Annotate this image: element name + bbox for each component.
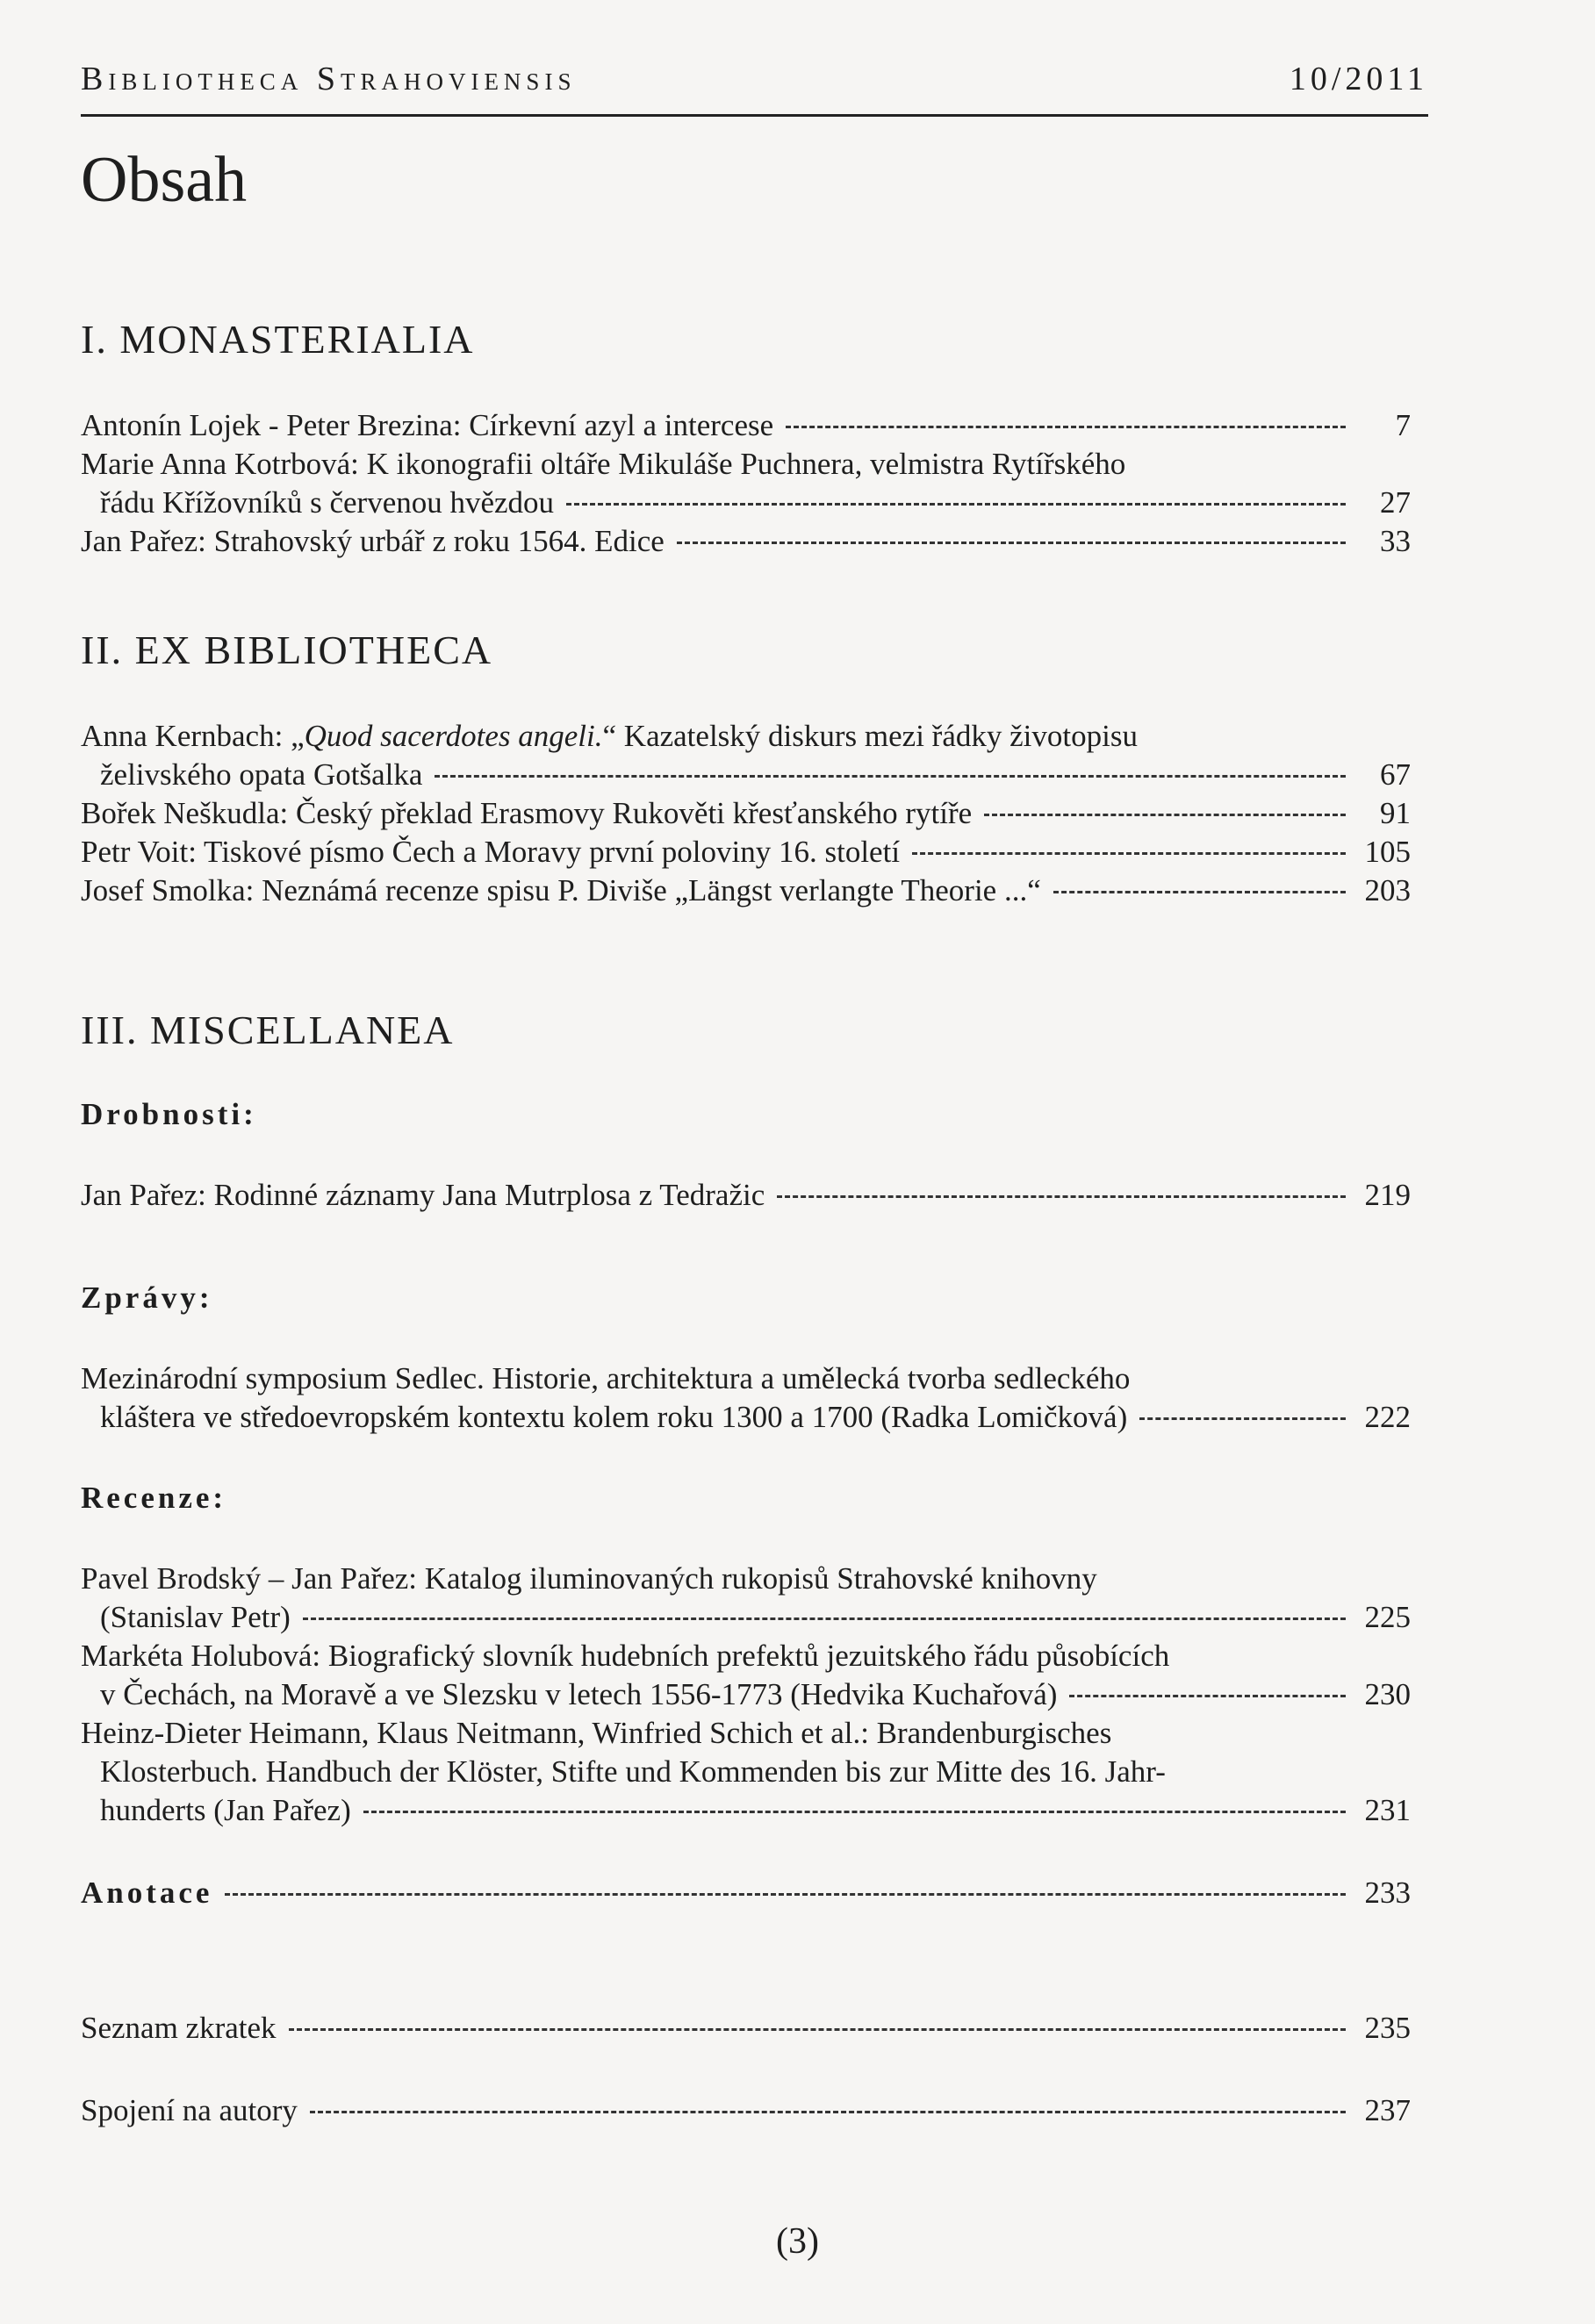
toc-entry[interactable]: [81, 1359, 1411, 1437]
dot-leader: [677, 542, 1346, 544]
entry-title: Heinz-Dieter Heimann, Klaus Neitmann, Winfried Schich et al.: Brandenburgisches: [81, 1716, 1112, 1750]
entry-title: Markéta Holubová: Biografický slovník hudebních prefektů jezuitského řádu působících: [81, 1639, 1170, 1673]
page-number: 231: [1364, 1793, 1411, 1827]
section-heading-monasterialia: I. MONASTERIALIA: [81, 317, 475, 362]
dot-leader: [984, 814, 1346, 816]
toc-entry[interactable]: [81, 1637, 1411, 1714]
entry-title-continued: hunderts (Jan Pařez): [100, 1793, 351, 1827]
entry-title-continued: Klosterbuch. Handbuch der Klöster, Stifte und Kommenden bis zur Mitte des 16. Jahr-: [100, 1754, 1166, 1789]
subheading-recenze: Recenze:: [81, 1481, 227, 1515]
entry-title-part: Anna Kernbach: „: [81, 719, 305, 753]
page-number: 27: [1380, 485, 1411, 520]
subheading-drobnosti: Drobnosti:: [81, 1097, 257, 1131]
page-number: 235: [1364, 2011, 1411, 2045]
page-number: 33: [1380, 524, 1411, 558]
page-number: 203: [1364, 873, 1411, 907]
subheading-anotace: Anotace: [81, 1876, 213, 1910]
issue-number: 10/2011: [1289, 61, 1428, 97]
entry-title-continued: v Čechách, na Moravě a ve Slezsku v letech 1556-1773 (Hedvika Kuchařová): [100, 1677, 1058, 1711]
toc-entry[interactable]: [81, 872, 1411, 910]
entry-title: Mezinárodní symposium Sedlec. Historie, architektura a umělecká tvorba sedleckého: [81, 1361, 1131, 1395]
dot-leader: [777, 1195, 1346, 1198]
toc-entry-anotace[interactable]: [81, 1874, 1411, 1912]
running-head: [81, 60, 1428, 98]
dot-leader: [225, 1893, 1346, 1896]
page-number: 7: [1395, 408, 1411, 442]
entry-title: Bořek Neškudla: Český překlad Erasmovy Rukověti křesťanského rytíře: [81, 796, 973, 830]
section-heading-ex-bibliotheca: II. EX BIBLIOTHECA: [81, 628, 493, 672]
page-number: 91: [1380, 796, 1411, 830]
entry-title: Jan Pařez: Rodinné záznamy Jana Mutrplosa z Tedražic: [81, 1178, 765, 1212]
toc-entry[interactable]: [81, 445, 1411, 522]
toc-entry[interactable]: [81, 833, 1411, 872]
entry-title-continued: želivského opata Gotšalka: [100, 757, 423, 792]
header-rule: [81, 114, 1428, 117]
toc-entry[interactable]: [81, 2009, 1411, 2048]
toc-entry[interactable]: [81, 1176, 1411, 1215]
page-number: 233: [1364, 1876, 1411, 1910]
entry-title-continued: kláštera ve středoevropském kontextu kolem roku 1300 a 1700 (Radka Lomičková): [100, 1400, 1128, 1434]
entry-title-continued: řádu Křížovníků s červenou hvězdou: [100, 485, 555, 520]
page-number: 105: [1364, 835, 1411, 869]
entry-title: Pavel Brodský – Jan Pařez: Katalog iluminovaných rukopisů Strahovské knihovny: [81, 1561, 1097, 1596]
entry-title: Jan Pařez: Strahovský urbář z roku 1564. Edice: [81, 524, 665, 558]
entry-title-italic: Quod sacerdotes angeli.: [304, 719, 603, 753]
journal-name: Bibliotheca Strahoviensis: [81, 61, 577, 97]
toc-entry[interactable]: [81, 794, 1411, 833]
toc-entry[interactable]: [81, 1714, 1411, 1830]
dot-leader: [1139, 1417, 1346, 1420]
page-number: 237: [1364, 2093, 1411, 2127]
toc-entry[interactable]: [81, 1560, 1411, 1637]
entry-title-part: “ Kazatelský diskurs mezi řádky životopisu: [602, 719, 1138, 753]
toc-entry[interactable]: [81, 717, 1411, 794]
page-title: Obsah: [81, 144, 248, 216]
toc-entry[interactable]: [81, 2091, 1411, 2130]
dot-leader: [303, 1617, 1346, 1620]
dot-leader: [786, 426, 1346, 428]
page-number: 225: [1364, 1600, 1411, 1634]
entry-title: Marie Anna Kotrbová: K ikonografii oltáře Mikuláše Puchnera, velmistra Rytířského: [81, 447, 1126, 481]
entry-title: Spojení na autory: [81, 2093, 298, 2127]
dot-leader: [1069, 1695, 1346, 1697]
table-of-contents: [81, 316, 1411, 2130]
dot-leader: [363, 1811, 1346, 1813]
page-folio: (3): [776, 2221, 819, 2262]
page-number: 230: [1364, 1677, 1411, 1711]
dot-leader: [435, 775, 1346, 778]
toc-entry[interactable]: [81, 522, 1411, 561]
entry-title: Seznam zkratek: [81, 2011, 277, 2045]
section-heading-miscellanea: III. MISCELLANEA: [81, 1008, 455, 1052]
entry-title: Antonín Lojek - Peter Brezina: Církevní azyl a intercese: [81, 408, 774, 442]
dot-leader: [912, 852, 1346, 855]
subheading-zpravy: Zprávy:: [81, 1280, 213, 1315]
dot-leader: [566, 503, 1346, 506]
toc-entry[interactable]: [81, 406, 1411, 445]
page-number: 222: [1364, 1400, 1411, 1434]
entry-title: Petr Voit: Tiskové písmo Čech a Moravy první poloviny 16. století: [81, 835, 901, 869]
entry-title: Josef Smolka: Neznámá recenze spisu P. Diviše „Längst verlangte Theorie ...“: [81, 873, 1041, 907]
dot-leader: [1053, 891, 1346, 893]
entry-title-continued: (Stanislav Petr): [100, 1600, 291, 1634]
dot-leader: [310, 2111, 1346, 2113]
page-number: 67: [1380, 757, 1411, 792]
dot-leader: [289, 2028, 1346, 2031]
page-number: 219: [1364, 1178, 1411, 1212]
